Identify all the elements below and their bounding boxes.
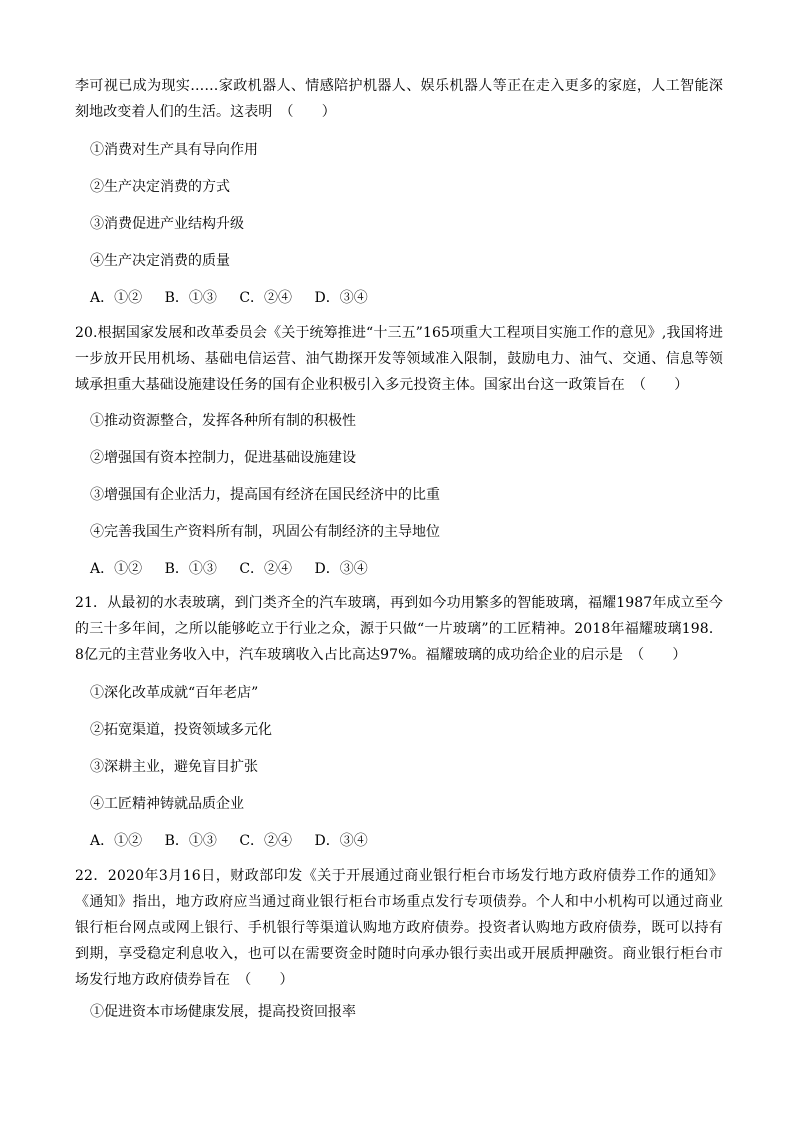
q19-option-4: ④生产决定消费的质量	[90, 253, 230, 269]
q20-choice-c: C．②④	[239, 561, 293, 577]
q21-choices	[90, 831, 386, 851]
q21-choice-b: B．①③	[164, 833, 217, 849]
q19-choice-d: D．③④	[314, 290, 368, 306]
q21-option-3: ③深耕主业，避免盲目扩张	[90, 759, 258, 775]
q21-choice-c: C．②④	[239, 833, 293, 849]
q19-option-1: ①消费对生产具有导向作用	[90, 142, 258, 158]
q20-option-4: ④完善我国生产资料所有制，巩固公有制经济的主导地位	[90, 524, 440, 540]
q19-choice-b: B．①③	[164, 290, 217, 306]
q20-choices	[90, 559, 386, 579]
q20-option-2: ②增强国有资本控制力，促进基础设施建设	[90, 450, 356, 466]
question-20-stem: 20.根据国家发展和改革委员会《关于统筹推进“十三五”165项重大工程项目实施工作的意见》,我国将进一步放开民用机场、基础电信运营、油气勘探开发等领域准入限制，鼓励电力、油气、交通、信息等领域承担重大基础设施建设任务的国有企业积极引入多元投资主体。国家出台这一政策旨在 （ ）	[75, 325, 723, 393]
q21-option-2: ②拓宽渠道，投资领域多元化	[90, 722, 272, 738]
q19-option-2: ②生产决定消费的方式	[90, 179, 230, 195]
q22-option-1: ①促进资本市场健康发展，提高投资回报率	[90, 1004, 356, 1020]
question-19-stem: 李可视已成为现实……家政机器人、情感陪护机器人、娱乐机器人等正在走入更多的家庭，人工智能深刻地改变着人们的生活。这表明 （ ）	[75, 78, 723, 120]
q19-option-3: ③消费促进产业结构升级	[90, 216, 244, 232]
q19-choice-a: A．①②	[90, 290, 143, 306]
q21-option-1: ①深化改革成就“百年老店”	[90, 685, 259, 701]
q21-choice-a: A．①②	[90, 833, 143, 849]
q21-choice-d: D．③④	[314, 833, 368, 849]
question-21-stem: 21．从最初的水表玻璃，到门类齐全的汽车玻璃，再到如今功用繁多的智能玻璃，福耀1987年成立至今的三十多年间，之所以能够屹立于行业之众，源于只做“一片玻璃”的工匠精神。2018年福耀玻璃198．8亿元的主营业务收入中，汽车玻璃收入占比高达97%。福耀玻璃的成功给企业的启示是 （ ）	[75, 595, 723, 663]
q20-choice-a: A．①②	[90, 561, 143, 577]
question-22-stem: 22．2020年3月16日，财政部印发《关于开展通过商业银行柜台市场发行地方政府债券工作的通知》《通知》指出，地方政府应当通过商业银行柜台市场重点发行专项债券。个人和中小机构可以通过商业银行柜台网点或网上银行、手机银行等渠道认购地方政府债券。投资者认购地方政府债券，既可以持有到期，享受稳定利息收入，也可以在需要资金时随时向承办银行卖出或开展质押融资。商业银行柜台市场发行地方政府债券旨在 （ ）	[75, 868, 723, 988]
q21-option-4: ④工匠精神铸就品质企业	[90, 796, 244, 812]
q20-choice-b: B．①③	[164, 561, 217, 577]
q20-choice-d: D．③④	[314, 561, 368, 577]
q20-option-1: ①推动资源整合，发挥各种所有制的积极性	[90, 413, 356, 429]
q19-choice-c: C．②④	[239, 290, 293, 306]
q20-option-3: ③增强国有企业活力，提高国有经济在国民经济中的比重	[90, 487, 440, 503]
q19-choices	[90, 288, 386, 308]
